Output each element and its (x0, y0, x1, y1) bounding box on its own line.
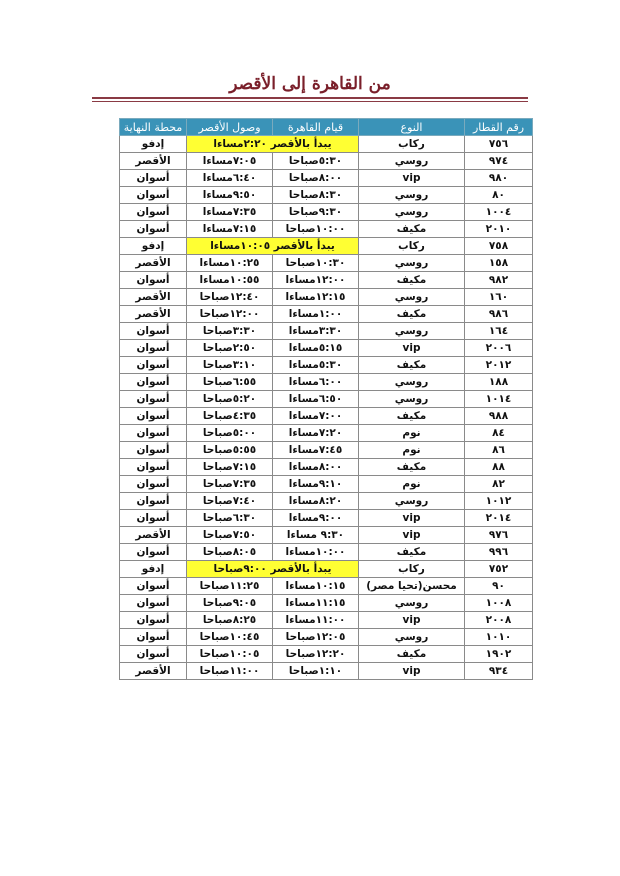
train-type-cell: ركاب (359, 561, 465, 578)
train-type-cell: vip (359, 510, 465, 527)
table-row (120, 510, 533, 527)
table-row (120, 238, 533, 255)
table-row (120, 374, 533, 391)
train-number-cell: ٢٠١٠ (465, 221, 533, 238)
end-station-cell: أسوان (120, 323, 187, 340)
train-number-cell: ٢٠٠٦ (465, 340, 533, 357)
train-type-cell: محسن(تحيا مصر) (359, 578, 465, 595)
table-header-row (120, 119, 533, 136)
end-station-cell: الأقصر (120, 289, 187, 306)
train-type-cell: ركاب (359, 238, 465, 255)
cairo-departure-cell: ٨:٣٠صباحا (273, 187, 359, 204)
luxor-arrival-cell: ١١:٢٥صباحا (187, 578, 273, 595)
luxor-arrival-cell: ٥:٠٠صباحا (187, 425, 273, 442)
train-number-cell: ١٠١٢ (465, 493, 533, 510)
train-number-cell: ١٩٠٢ (465, 646, 533, 663)
luxor-arrival-cell: ٧:١٥صباحا (187, 459, 273, 476)
cairo-departure-cell: ٥:١٥مساءا (273, 340, 359, 357)
cairo-departure-cell: ١١:٠٠مساءا (273, 612, 359, 629)
luxor-arrival-cell: ١٠:٠٥صباحا (187, 646, 273, 663)
train-type-cell: نوم (359, 442, 465, 459)
train-number-cell: ٨٤ (465, 425, 533, 442)
cairo-departure-cell: ١٠:٠٠صباحا (273, 221, 359, 238)
end-station-cell: أسوان (120, 629, 187, 646)
luxor-start-note-cell: يبدأ بالأقصر ٩:٠٠صباحا (187, 561, 359, 578)
train-type-cell: روسي (359, 255, 465, 272)
cairo-departure-cell: ١:١٠صباحا (273, 663, 359, 680)
cairo-departure-cell: ٦:٠٠مساءا (273, 374, 359, 391)
train-number-cell: ١٥٨ (465, 255, 533, 272)
table-row (120, 306, 533, 323)
end-station-cell: أسوان (120, 170, 187, 187)
train-number-cell: ٢٠١٢ (465, 357, 533, 374)
table-body (120, 136, 533, 680)
end-station-cell: الأقصر (120, 306, 187, 323)
train-number-cell: ٨٨ (465, 459, 533, 476)
table-row (120, 476, 533, 493)
train-number-cell: ٨٢ (465, 476, 533, 493)
luxor-arrival-cell: ٧:٥٠صباحا (187, 527, 273, 544)
train-number-cell: ٩٠ (465, 578, 533, 595)
end-station-cell: أسوان (120, 340, 187, 357)
table-row (120, 527, 533, 544)
end-station-cell: أسوان (120, 272, 187, 289)
table-row (120, 425, 533, 442)
luxor-arrival-cell: ٧:١٥مساءا (187, 221, 273, 238)
end-station-cell: أسوان (120, 357, 187, 374)
train-type-cell: ركاب (359, 136, 465, 153)
table-row (120, 136, 533, 153)
end-station-cell: الأقصر (120, 153, 187, 170)
luxor-arrival-cell: ٧:٣٥مساءا (187, 204, 273, 221)
luxor-arrival-cell: ٤:٣٥صباحا (187, 408, 273, 425)
train-type-cell: روسي (359, 391, 465, 408)
cairo-departure-cell: ١٢:١٥مساءا (273, 289, 359, 306)
end-station-cell: إدفو (120, 238, 187, 255)
table-row (120, 578, 533, 595)
train-type-cell: روسي (359, 323, 465, 340)
train-number-cell: ٢٠٠٨ (465, 612, 533, 629)
end-station-cell: أسوان (120, 612, 187, 629)
luxor-arrival-cell: ٣:١٠صباحا (187, 357, 273, 374)
cairo-departure-cell: ١٢:٠٥صباحا (273, 629, 359, 646)
train-type-cell: روسي (359, 289, 465, 306)
table-row (120, 272, 533, 289)
cairo-departure-cell: ١٠:٠٠مساءا (273, 544, 359, 561)
table-row (120, 646, 533, 663)
cairo-departure-cell: ٦:٥٠مساءا (273, 391, 359, 408)
table-row (120, 357, 533, 374)
train-number-cell: ٨٦ (465, 442, 533, 459)
end-station-cell: أسوان (120, 391, 187, 408)
table-row (120, 459, 533, 476)
table-row (120, 663, 533, 680)
cairo-departure-cell: ٩:٣٠ مساءا (273, 527, 359, 544)
end-station-cell: الأقصر (120, 527, 187, 544)
cairo-departure-cell: ١٠:١٥مساءا (273, 578, 359, 595)
table-row (120, 340, 533, 357)
train-number-cell: ١٦٠ (465, 289, 533, 306)
end-station-cell: أسوان (120, 493, 187, 510)
title-divider (92, 97, 528, 99)
train-type-cell: روسي (359, 629, 465, 646)
luxor-arrival-cell: ٥:٥٥صباحا (187, 442, 273, 459)
train-type-cell: مكيف (359, 357, 465, 374)
train-number-cell: ٧٥٢ (465, 561, 533, 578)
cairo-departure-cell: ١٢:٢٠صباحا (273, 646, 359, 663)
cairo-departure-cell: ٨:٠٠صباحا (273, 170, 359, 187)
table-row (120, 493, 533, 510)
train-number-cell: ٩٩٦ (465, 544, 533, 561)
table-row (120, 408, 533, 425)
train-number-cell: ١٠٠٨ (465, 595, 533, 612)
train-type-cell: مكيف (359, 221, 465, 238)
cairo-departure-cell: ٩:١٠مساءا (273, 476, 359, 493)
train-type-cell: vip (359, 663, 465, 680)
train-type-cell: نوم (359, 476, 465, 493)
luxor-start-note-cell: يبدأ بالأقصر ١٠:٠٥مساءا (187, 238, 359, 255)
end-station-cell: أسوان (120, 221, 187, 238)
end-station-cell: أسوان (120, 374, 187, 391)
luxor-arrival-cell: ٩:٥٠مساءا (187, 187, 273, 204)
cairo-departure-cell: ١١:١٥مساءا (273, 595, 359, 612)
train-number-cell: ٩٨٢ (465, 272, 533, 289)
train-number-cell: ٩٧٤ (465, 153, 533, 170)
cairo-departure-cell: ١:٠٠مساءا (273, 306, 359, 323)
end-station-cell: أسوان (120, 408, 187, 425)
table-row (120, 255, 533, 272)
header-train-number: رقم القطار (465, 119, 533, 136)
header-end-station: محطة النهاية (120, 119, 187, 136)
cairo-departure-cell: ٧:٤٥مساءا (273, 442, 359, 459)
table-row (120, 204, 533, 221)
table-row (120, 187, 533, 204)
end-station-cell: أسوان (120, 459, 187, 476)
cairo-departure-cell: ١٠:٣٠صباحا (273, 255, 359, 272)
train-number-cell: ١٦٤ (465, 323, 533, 340)
cairo-departure-cell: ٥:٣٠مساءا (273, 357, 359, 374)
luxor-arrival-cell: ٥:٢٠صباحا (187, 391, 273, 408)
end-station-cell: أسوان (120, 544, 187, 561)
train-type-cell: روسي (359, 204, 465, 221)
luxor-arrival-cell: ٣:٣٠صباحا (187, 323, 273, 340)
end-station-cell: أسوان (120, 204, 187, 221)
cairo-departure-cell: ٩:٣٠صباحا (273, 204, 359, 221)
train-number-cell: ٧٥٦ (465, 136, 533, 153)
train-number-cell: ٢٠١٤ (465, 510, 533, 527)
end-station-cell: أسوان (120, 578, 187, 595)
table-row (120, 629, 533, 646)
train-type-cell: نوم (359, 425, 465, 442)
luxor-arrival-cell: ٨:٢٥صباحا (187, 612, 273, 629)
cairo-departure-cell: ٧:٢٠مساءا (273, 425, 359, 442)
cairo-departure-cell: ٨:٠٠مساءا (273, 459, 359, 476)
train-number-cell: ٩٨٦ (465, 306, 533, 323)
table-row (120, 221, 533, 238)
luxor-arrival-cell: ٨:٠٥صباحا (187, 544, 273, 561)
table-row (120, 442, 533, 459)
train-number-cell: ٩٧٦ (465, 527, 533, 544)
luxor-arrival-cell: ٩:٠٥صباحا (187, 595, 273, 612)
luxor-arrival-cell: ١٢:٠٠صباحا (187, 306, 273, 323)
table-row (120, 612, 533, 629)
table-row (120, 153, 533, 170)
luxor-arrival-cell: ٢:٥٠صباحا (187, 340, 273, 357)
end-station-cell: أسوان (120, 510, 187, 527)
header-type: النوع (359, 119, 465, 136)
luxor-arrival-cell: ٧:٣٥صباحا (187, 476, 273, 493)
title-divider-thin (92, 101, 528, 102)
end-station-cell: أسوان (120, 442, 187, 459)
train-type-cell: مكيف (359, 459, 465, 476)
luxor-arrival-cell: ٦:٤٠مساءا (187, 170, 273, 187)
end-station-cell: أسوان (120, 187, 187, 204)
cairo-departure-cell: ٣:٣٠مساءا (273, 323, 359, 340)
train-type-cell: روسي (359, 493, 465, 510)
train-number-cell: ٨٠ (465, 187, 533, 204)
luxor-arrival-cell: ٧:٤٠صباحا (187, 493, 273, 510)
header-luxor-arrival: وصول الأقصر (187, 119, 273, 136)
train-number-cell: ١٠٠٤ (465, 204, 533, 221)
train-type-cell: مكيف (359, 646, 465, 663)
luxor-arrival-cell: ١٠:٢٥مساءا (187, 255, 273, 272)
train-number-cell: ٩٣٤ (465, 663, 533, 680)
cairo-departure-cell: ٥:٣٠صباحا (273, 153, 359, 170)
train-type-cell: مكيف (359, 408, 465, 425)
train-number-cell: ١٠١٤ (465, 391, 533, 408)
train-number-cell: ٩٨٠ (465, 170, 533, 187)
end-station-cell: الأقصر (120, 663, 187, 680)
luxor-arrival-cell: ١١:٠٠صباحا (187, 663, 273, 680)
cairo-departure-cell: ٩:٠٠مساءا (273, 510, 359, 527)
train-schedule-table (119, 118, 533, 680)
train-type-cell: vip (359, 527, 465, 544)
train-number-cell: ١٨٨ (465, 374, 533, 391)
luxor-arrival-cell: ١٠:٤٥صباحا (187, 629, 273, 646)
end-station-cell: أسوان (120, 595, 187, 612)
end-station-cell: أسوان (120, 646, 187, 663)
cairo-departure-cell: ٨:٢٠مساءا (273, 493, 359, 510)
end-station-cell: إدفو (120, 561, 187, 578)
table-row (120, 595, 533, 612)
table-row (120, 170, 533, 187)
table-row (120, 561, 533, 578)
table-row (120, 544, 533, 561)
luxor-arrival-cell: ٧:٠٥مساءا (187, 153, 273, 170)
end-station-cell: الأقصر (120, 255, 187, 272)
luxor-arrival-cell: ٦:٥٥صباحا (187, 374, 273, 391)
train-type-cell: روسي (359, 153, 465, 170)
train-number-cell: ١٠١٠ (465, 629, 533, 646)
train-type-cell: vip (359, 340, 465, 357)
cairo-departure-cell: ٧:٠٠مساءا (273, 408, 359, 425)
cairo-departure-cell: ١٢:٠٠مساءا (273, 272, 359, 289)
end-station-cell: إدفو (120, 136, 187, 153)
train-type-cell: vip (359, 170, 465, 187)
table-row (120, 289, 533, 306)
train-type-cell: روسي (359, 187, 465, 204)
table-row (120, 323, 533, 340)
end-station-cell: أسوان (120, 425, 187, 442)
train-type-cell: vip (359, 612, 465, 629)
train-type-cell: روسي (359, 374, 465, 391)
train-type-cell: مكيف (359, 306, 465, 323)
table-row (120, 391, 533, 408)
train-type-cell: مكيف (359, 544, 465, 561)
end-station-cell: أسوان (120, 476, 187, 493)
train-type-cell: مكيف (359, 272, 465, 289)
header-cairo-departure: قيام القاهرة (273, 119, 359, 136)
train-number-cell: ٩٨٨ (465, 408, 533, 425)
luxor-arrival-cell: ١٢:٤٠صباحا (187, 289, 273, 306)
luxor-arrival-cell: ١٠:٥٥مساءا (187, 272, 273, 289)
luxor-arrival-cell: ٦:٣٠صباحا (187, 510, 273, 527)
train-type-cell: روسي (359, 595, 465, 612)
train-number-cell: ٧٥٨ (465, 238, 533, 255)
page-title: من القاهرة إلى الأقصر (229, 74, 391, 94)
luxor-start-note-cell: يبدأ بالأقصر ٢:٢٠مساءا (187, 136, 359, 153)
